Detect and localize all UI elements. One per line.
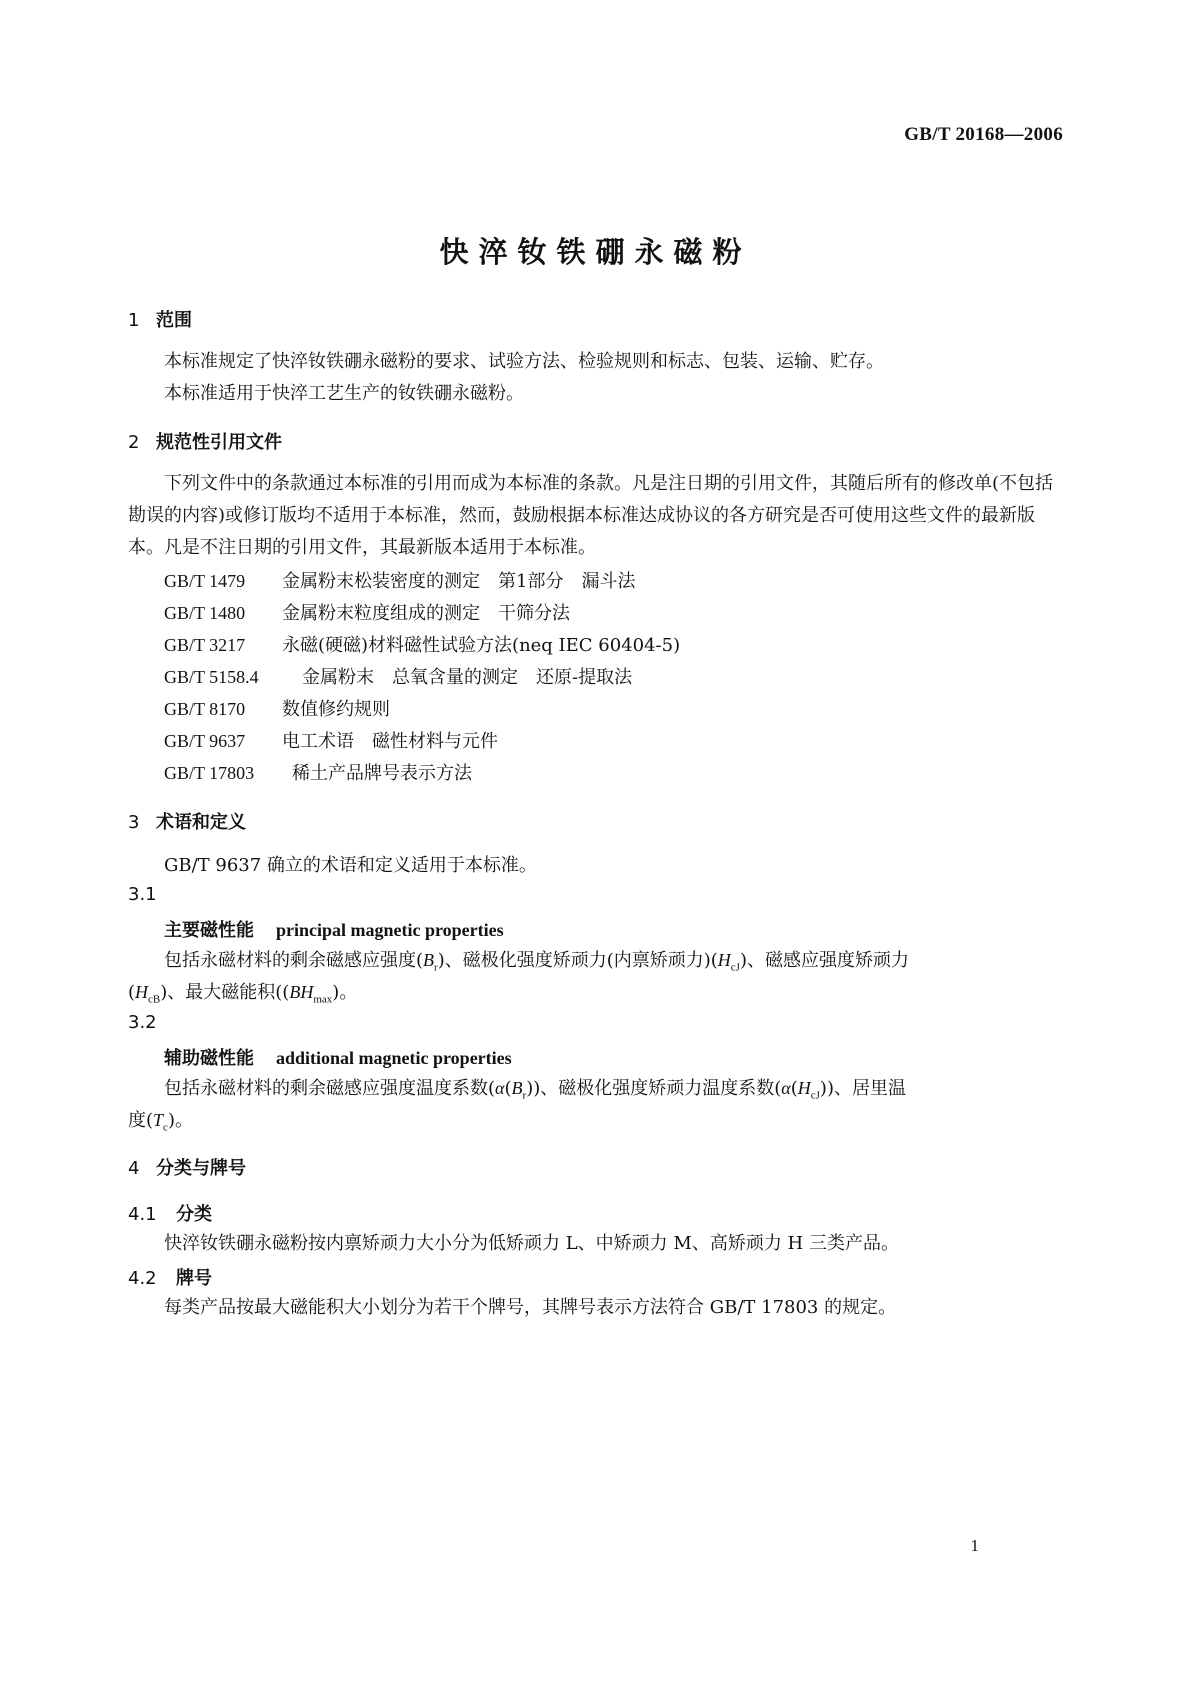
subsection-title: 牌号 xyxy=(176,1268,212,1289)
paragraph: 本标准适用于快淬工艺生产的钕铁硼永磁粉。 xyxy=(164,383,524,404)
reference-item xyxy=(164,725,498,758)
reference-code: GB/T 5158.4 xyxy=(164,667,259,687)
standard-number: GB/T 20168—2006 xyxy=(904,124,1063,145)
subscript: cB xyxy=(148,993,161,1006)
subscript: max xyxy=(313,993,333,1006)
term-name-english: additional magnetic properties xyxy=(276,1048,512,1068)
term-number: 3.2 xyxy=(128,1012,157,1033)
reference-code: GB/T 8170 xyxy=(164,699,246,719)
term-name xyxy=(164,1044,512,1070)
reference-title: 数值修约规则 xyxy=(282,699,390,720)
paragraph: 快淬钕铁硼永磁粉按内禀矫顽力大小分为低矫顽力 L、中矫顽力 M、高矫顽力 H 三类产品。 xyxy=(164,1233,899,1254)
subsection-number: 4.1 xyxy=(128,1204,157,1225)
term-definition-line-2 xyxy=(128,1104,193,1144)
reference-item xyxy=(164,629,680,662)
definition-text: ))、磁极化强度矫顽力温度系数( xyxy=(526,1078,782,1099)
section-title: 规范性引用文件 xyxy=(156,432,282,453)
definition-text: 包括永磁材料的剩余磁感应强度( xyxy=(164,950,424,971)
reference-code: GB/T 1479 xyxy=(164,571,246,591)
subscript: cJ xyxy=(810,1089,820,1102)
page-number: 1 xyxy=(970,1536,979,1555)
section-number: 4 xyxy=(128,1158,140,1179)
paragraph: 每类产品按最大磁能积大小划分为若干个牌号，其牌号表示方法符合 GB/T 17803 的规定。 xyxy=(164,1297,897,1318)
reference-title: 金属粉末 总氧含量的测定 还原-提取法 xyxy=(302,667,633,688)
reference-title: 电工术语 磁性材料与元件 xyxy=(282,731,498,752)
definition-text: ( xyxy=(790,1078,798,1099)
term-name-chinese: 辅助磁性能 xyxy=(164,1048,254,1069)
reference-title: 金属粉末粒度组成的测定 干筛分法 xyxy=(282,603,570,624)
definition-text: ( xyxy=(504,1078,512,1099)
symbol: T xyxy=(153,1110,164,1130)
definition-text: 度( xyxy=(128,1110,154,1131)
definition-text: ))、居里温 xyxy=(819,1078,906,1099)
subscript: r xyxy=(434,961,438,974)
symbol: B xyxy=(511,1078,523,1098)
section-title: 分类与牌号 xyxy=(156,1158,246,1179)
subsection-title: 分类 xyxy=(176,1204,212,1225)
symbol: H xyxy=(135,982,149,1002)
term-number: 3.1 xyxy=(128,884,157,905)
reference-item xyxy=(164,757,472,790)
subsection-4-1-heading xyxy=(128,1200,212,1226)
section-number: 1 xyxy=(128,310,140,331)
paragraph: 本标准规定了快淬钕铁硼永磁粉的要求、试验方法、检验规则和标志、包装、运输、贮存。 xyxy=(164,351,884,372)
reference-title: 永磁(硬磁)材料磁性试验方法(neq IEC 60404-5) xyxy=(282,635,681,656)
definition-text: )、磁感应强度矫顽力 xyxy=(739,950,909,971)
reference-item xyxy=(164,693,390,726)
definition-text: )。 xyxy=(332,982,358,1003)
symbol: H xyxy=(717,950,731,970)
term-definition-line-1 xyxy=(164,1072,906,1112)
section-4-heading xyxy=(128,1154,246,1180)
reference-code: GB/T 3217 xyxy=(164,635,246,655)
subscript: r xyxy=(522,1089,527,1102)
definition-text: ( xyxy=(128,982,136,1003)
reference-item xyxy=(164,597,570,630)
section-title: 范围 xyxy=(156,310,192,331)
definition-text: 包括永磁材料的剩余磁感应强度温度系数( xyxy=(164,1078,496,1099)
symbol: α xyxy=(495,1078,505,1098)
subsection-number: 4.2 xyxy=(128,1268,157,1289)
subscript: c xyxy=(163,1121,168,1134)
paragraph: 下列文件中的条款通过本标准的引用而成为本标准的条款。凡是注日期的引用文件，其随后所有的修改单(不包括勘误的内容)或修订版均不适用于本标准，然而，鼓励根据本标准达成协议的各方研究是否可使用这些文件的最新版本。凡是不注日期的引用文件，其最新版本适用于本标准。 xyxy=(128,473,1054,558)
reference-code: GB/T 1480 xyxy=(164,603,246,623)
section-title: 术语和定义 xyxy=(156,812,246,833)
symbol: BH xyxy=(289,982,314,1002)
symbol: H xyxy=(797,1078,811,1098)
section-3-heading xyxy=(128,808,246,834)
term-definition-line-2 xyxy=(128,976,357,1016)
symbol: B xyxy=(423,950,435,970)
subsection-4-2-heading xyxy=(128,1264,212,1290)
definition-text: )。 xyxy=(167,1110,193,1131)
symbol: α xyxy=(781,1078,791,1098)
section-2-heading xyxy=(128,428,282,454)
reference-title: 稀土产品牌号表示方法 xyxy=(292,763,472,784)
reference-item xyxy=(164,661,632,694)
term-name xyxy=(164,916,504,942)
reference-item xyxy=(164,565,635,598)
term-name-english: principal magnetic properties xyxy=(276,920,504,940)
term-name-chinese: 主要磁性能 xyxy=(164,920,254,941)
document-title: 快淬钕铁硼永磁粉 xyxy=(439,235,752,269)
reference-title: 金属粉末松装密度的测定 第1部分 漏斗法 xyxy=(282,571,636,592)
section-number: 2 xyxy=(128,432,140,453)
paragraph: GB/T 9637 确立的术语和定义适用于本标准。 xyxy=(164,855,537,876)
section-1-heading xyxy=(128,306,192,332)
section-number: 3 xyxy=(128,812,140,833)
reference-code: GB/T 17803 xyxy=(164,763,255,783)
reference-code: GB/T 9637 xyxy=(164,731,246,751)
definition-text: )、最大磁能积(( xyxy=(160,982,290,1003)
definition-text: )、磁极化强度矫顽力(内禀矫顽力)( xyxy=(437,950,718,971)
subscript: cJ xyxy=(730,961,740,974)
